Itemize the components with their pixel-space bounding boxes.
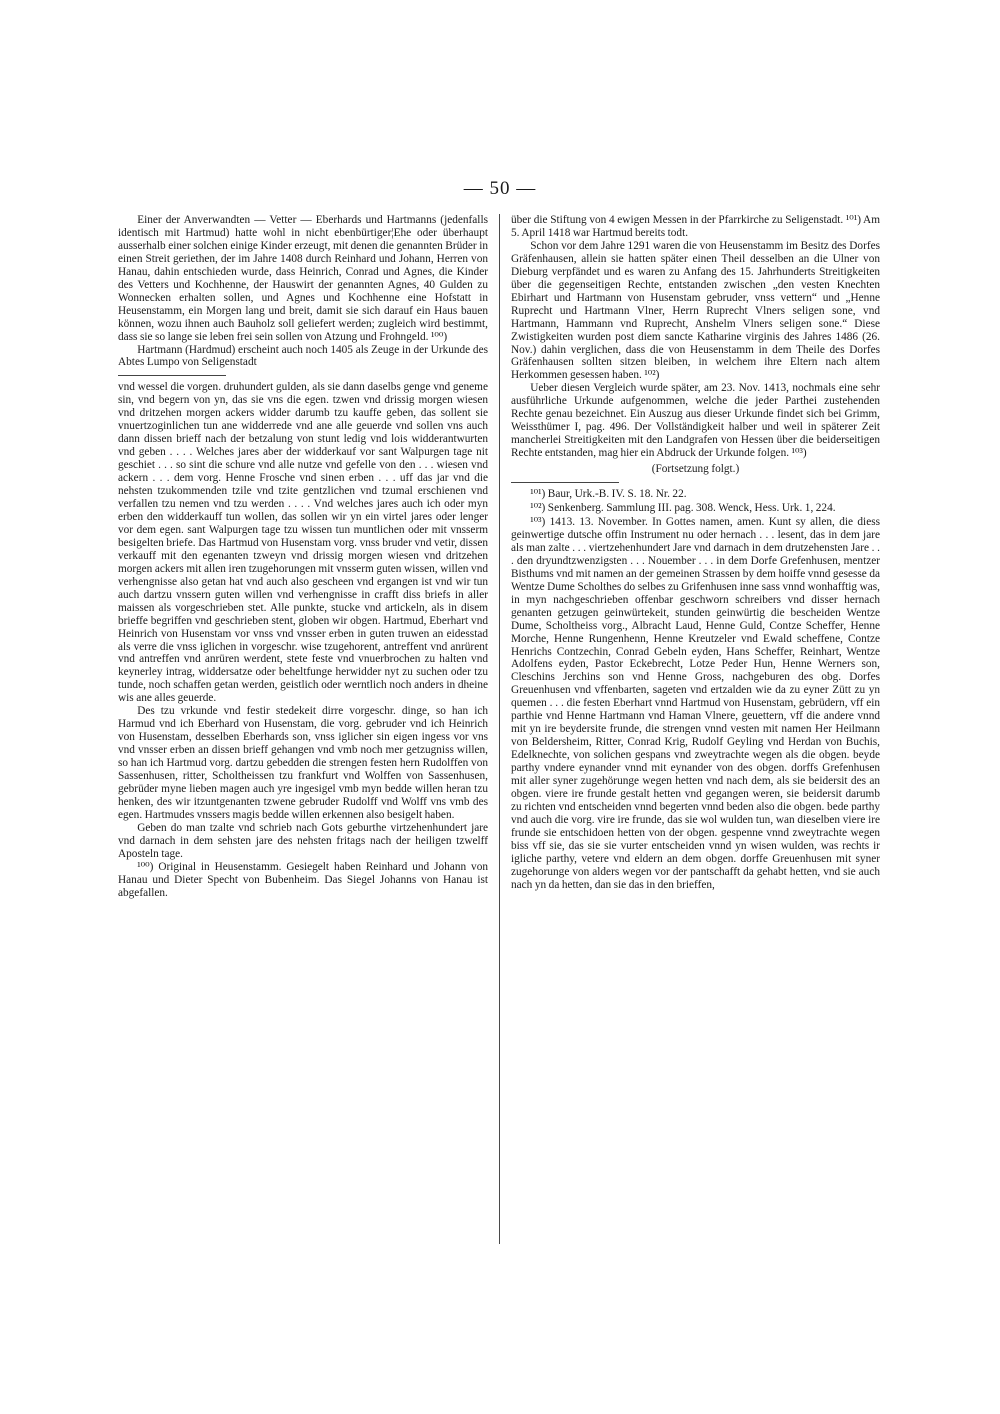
body-paragraph: Ueber diesen Vergleich wurde später, am 23. Nov. 1413, nochmals eine sehr ausführliche Urkunde aufgenommen, welche die jeder Parthei zustehenden Rechte genau bezeichnet. Ein Auszug aus dieser Urkunde findet sich bei Grimm, Weissthümer I, pag. 496. Der Vollständigkeit halber und weil in späterer Zeit mancherlei Streitigkeiten mit den Landgrafen von Hessen über die beiderseitigen Rechte entstanden, mag hier ein Abdruck der Urkunde folgen. ¹⁰³)	[511, 382, 880, 460]
footnote: ¹⁰²) Senkenberg. Sammlung III. pag. 308. Wenck, Hess. Urk. 1, 224.	[530, 502, 836, 515]
body-paragraph: über die Stiftung von 4 ewigen Messen in der Pfarrkirche zu Seligenstadt. ¹⁰¹) Am 5. April 1418 war Hartmud bereits todt.	[511, 214, 880, 239]
quoted-charter-paragraph: Geben do man tzalte vnd schrieb nach Gots geburthe virtzehenhundert jare vnd darnach in dem sehsten jare des nehsten fritags nach der heiligen tzwelff Aposteln tage.	[118, 821, 488, 860]
continuation-note: (Fortsetzung folgt.)	[651, 463, 740, 476]
quoted-charter-paragraph: Des tzu vrkunde vnd festir stedekeit dirre vorgeschr. dinge, so han ich Harmud vnd ich Eberhard von Husenstam, die vorg. gebruder vnd ich Heinrich von Husenstam, desselben Eberhards son, vnss iglicher sin eigen ingess vor vns vnd vnsser erben an dissen brieff gehangen vnd vmb noch mer getzugniss willen, so han ich Hartmud vorg. dartzu gebedden die strengen festen hern Rudolffen von Sassenhusen, ritter, Scholtheissen tzu frankfurt vnd Wolffen von Sassenhusen, gebrüder myne lieben magen auch yre ingesigel vmb myn bedde willen heran tzu henken, des wir itzuntgenanten tzwene gebruder Rudolff vnd Wolff vns vmb des egen. Hartmudes vnssers magis bedde willen erkennen also besigelt haben.	[118, 705, 488, 821]
footnote: ¹⁰¹) Baur, Urk.-B. IV. S. 18. Nr. 22.	[530, 488, 687, 501]
body-paragraph: Schon vor dem Jahre 1291 waren die von Heusenstamm im Besitz des Dorfes Gräfenhausen, allein sie hatten später einen Theil desselben an die Ulner von Dieburg verpfändet und es waren zu Anfang des 15. Jahrhunderts Streitigkeiten über die gegenseitigen Rechte, entstanden zwischen „den vesten Knechten Ebirhart und Hartmann von Husenstam gebruder, vnss vettern“ und „Henne Ruprecht und Hartmann Vlner, Herrn Ruprecht Vlners seligen sone, vnd Hartmann, Hammann vnd Ruprecht, Anshelm Vlners seligen sone.“ Diese Zwistigkeiten wurden post diem sancte Katharine virginis des Jahres 1486 (26. Nov.) dahin verglichen, dass die von Heusenstamm in dem Theile des Dorfes Gräfenhausen sollten sitzen bleiben, in welchem ihre Eltern nach altem Herkommen gesessen haben. ¹⁰²)	[511, 239, 880, 382]
column-divider	[499, 214, 500, 1244]
footnote: ¹⁰³) 1413. 13. November. In Gottes namen, amen. Kunt sy allen, die diess geinwertige dutsche offin Instrument nu oder hernach . . . lesent, das in dem jare als man zalte . . . viertzehenhundert Jare vnd darnach in dem drutzehensten Jare . . . den dryundtzwenzigsten . . . Nouember . . . in dem Dorfe Grefenhusen, mentzer Bisthums vnd mit namen an der gemeinen Strassen by dem hoiffe vnnd gesesse da Wentze Dume Scholthes do selbes zu Grifenhusen inne sass vnnd wonhafftig was, in myn nachgeschrieben offenbar geschworn schreibers vnd disser hernach genanten getzugen geinwürtekeit, stunden geinwürtig die bescheiden Wentze Dume, Scholtheiss vorg., Albracht Laud, Henne Guld, Contze Scheffer, Henne Morche, Henne Rungenhenn, Henne Kreutzeler vnd Ewald scheffene, Contze Henrichs Contzechin, Conrad Gebeln eyden, Hans Scheffer, Reinhart, Wentze Adolfens eyden, Pastor Eckebrecht, Lotze Peder Hun, Henne Werners son, Cleschins Jerchins son vnd Henne Gross, nachgeburen des obg. Dorfes Greuenhusen vnd vffenbarten, sageten vnd ertzalden wie da zu eyner Zütt zu yn quemen . . . die festen Eberhart vnnd Hartmud von Husenstam, gebrüdern, vff ein parthie vnd Henne Hartmann vnd Haman Vlnere, geuettern, vff die andere vnnd mit yn ire beydersite frunde, die strengen vnnd vesten mit namen Her Heilmann von Beldersheim, Ritter, Conrad Krig, Rudolf Geyling vnd Herdan von Buchis, Edelknechte, von solichen gespans vnd zweytrachte wegen als die obgen. beyde parthy vndere eynander vnnd mit eynander von des obgen. dorffs Grefenhusen mit aller syner zugehörunge wegen hetten vnd nach dem, als sie beidersit des an obgen. viere ire frunde gestalt hetten vnd gegangen weren, sie beidersit darumb zu richten vnd entscheiden vnnd begerten vnnd beden also die obgen. bede parthy vnd auch die vorg. vire ire frunde, das sie wol wulden tun, wan dieselben viere ire frunde sie entschidoen hetten von der obgen. gespenne vnnd zweytrachte wegen biss vff sie, das sie sie vurter entscheiden vnnd yn wisen wulden, was rechts ir igliche parthy, vetere vnd eldern an dem obgen. dorffe Greuenhusen mit syner zugehorunge von alders wegen vor der pantschafft da gehabt hetten, vnd sie auch nach yn da hetten, dan sie das in den brieffen,	[511, 515, 880, 891]
left-column	[118, 214, 488, 900]
footnote-separator	[118, 375, 226, 376]
body-paragraph: Einer der Anverwandten — Vetter — Eberhards und Hartmanns (jedenfalls identisch mit Hartmud) hatte wohl in nicht ebenbürtiger¦Ehe oder überhaupt ausserhalb einer solchen einige Kinder erzeugt, mit denen die genannten Brüder in einen Streit geriethen, der im Jahre 1408 durch Reinhard und Johann, Herren von Hanau, dahin entschieden wurde, dass Heinrich, Conrad und Agnes, die Kinder des Vetters und Kochhenne, der Hauswirt der genannten Agnes, 40 Gulden zu Wonnecken erhalten sollen, und Agnes und Kochhenne eine Hofstatt in Heusenstamm, ein Morgen lang und breit, damit sie sich darauf ein Haus bauen können, wozu ihnen auch Bauholz soll geliefert werden; zugleich wird bestimmt, dass sie so lange sie leben frei sein sollen von Atzung und Frohngeld. ¹⁰⁰)	[118, 214, 488, 343]
page-number: — 50 —	[463, 178, 537, 199]
right-column	[511, 214, 880, 892]
quoted-charter-paragraph: vnd wessel die vorgen. druhundert gulden, als sie dann daselbs genge vnd geneme sin, vnd begern von yn, das sie vns die egen. tzwen vnd drissig morgen wiesen vnd dritzehen morgen ackers widder darumb tzu kauffe geben, das sollent sie vnuertzoginlichen tun ane widderrede vnd ane alle geuerde vnd sollen vns auch dann dissen brieff nach der betzalung von stunt ledig vnd lois widderantwurten vnd geben . . . . Welches jares aber der widderkauf vor sant Walpurgen tage nit geschiet . . . so sint die schure vnd alle nutze vnd gefelle von den . . . wiesen vnd ackern . . . dem vorg. Henne Frosche vnd sinen erben . . . uff das jar vnd die nehsten tzukommenden tzile vnd tzite gentzlichen vnd tzumal erschienen vnd verfallen tzu nemen vnd tzu werden . . . . Vnd welches jares auch ich oder myn erben den widderkauff tun wollen, das sollen wir yn ein virtel jares oder lenger vor dem egen. sant Walpurgen tage tzu wissen tun muntlichen oder mit vnsserm besigelten briefe. Das Hartmud von Husenstam vorg. vnss bruder vnd vetir, dissen verkauff mit den egenanten tzweyn vnd drissig morgen wiesen vnd dritzehen morgen ackers mit allen iren tzugehorungen mit vnsserm guten wissen, willen vnd verhengnisse also getan hat vnd auch also gescheen vnd ergangen ist vnd wir tun auch dartzu vnssern guten willen vnd verhengnisse in crafft diss briefs in aller maissen als vorgeschrieben stet. Alle punkte, stucke vnd artickeln, als in disem brieffe begriffen vnd geschrieben stent, globen wir obgen. Hartmud, Eberhart vnd Heinrich von Husenstam vor vnss vnd vnsser erben in guten truwen an eidesstad als verre die vnss iglichen in vorgeschr. wise tzugehorent, antreffent vnd anrürent vnd antreffen vnd anrüren werdent, stete feste vnd vnuerbrochen zu halten vnd keynerley intrag, widdersatze oder beheltfunge herwidder nyt zu suchen oder tzu tunde, noch schaffen getan werden, geistlich oder werntlich noch anders in dheine wis ane alles geuerde.	[118, 381, 488, 705]
footnote: ¹⁰⁰) Original in Heusenstamm. Gesiegelt haben Reinhard und Johann von Hanau und Dieter Specht von Bubenheim. Das Siegel Johanns von Hanau ist abgefallen.	[118, 860, 488, 899]
footnote-separator	[511, 482, 619, 483]
body-paragraph: Hartmann (Hardmud) erscheint auch noch 1405 als Zeuge in der Urkunde des Abtes Lumpo von Seligenstadt	[118, 343, 488, 369]
